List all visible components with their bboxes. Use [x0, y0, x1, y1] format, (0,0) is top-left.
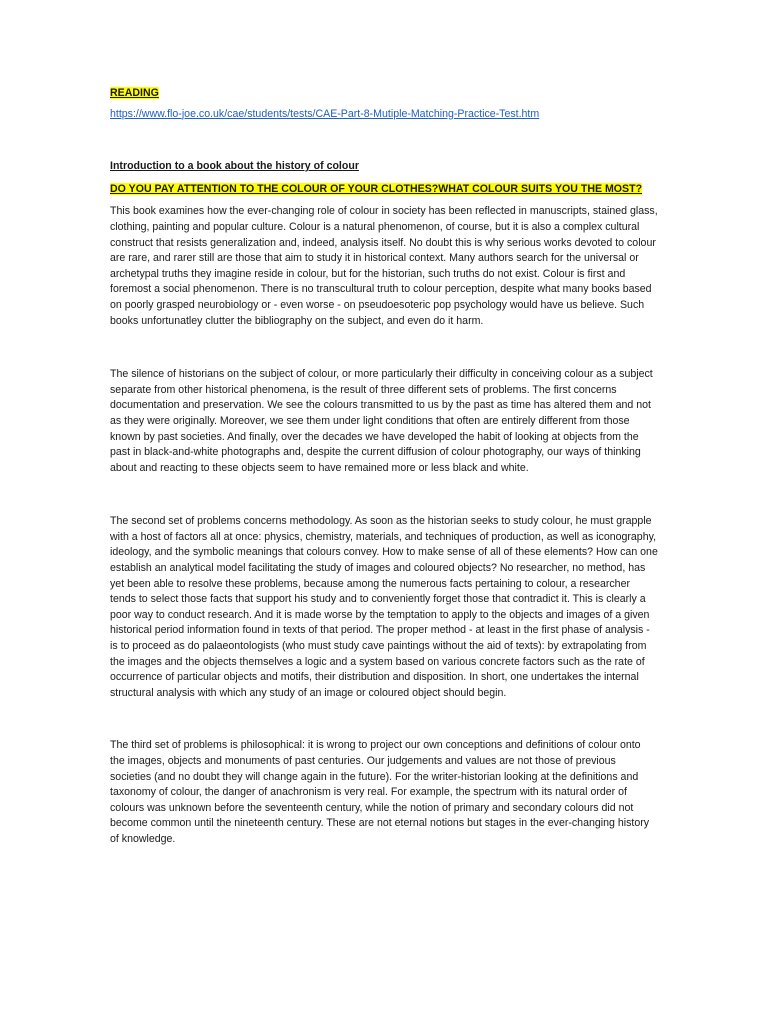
practice-test-link[interactable]: https://www.flo-joe.co.uk/cae/students/tests/CAE-Part-8-Mutiple-Matching-Practice-Test.htm — [110, 107, 540, 120]
question-line — [110, 182, 658, 198]
reading-heading-line — [110, 86, 658, 102]
paragraph-2: The silence of historians on the subject of colour, or more particularly their difficulty in conceiving colour as a subject separate from other historical phenomena, is the result of three different sets of problems. The first concerns documentation and preservation. We see the colours transmitted to us by the past as time has altered them and not as they were originally. Moreover, we see them under light conditions that often are entirely different from those known by past societies. And finally, over the decades we have developed the habit of looking at objects from the past in black-and-white photographs and, despite the current diffusion of colour photography, our ways of thinking about and reacting to these objects seem to have remained more or less black and white. — [110, 368, 653, 474]
paragraph-3: The second set of problems concerns methodology. As soon as the historian seeks to study colour, he must grapple with a host of factors all at once: physics, chemistry, materials, and techniques of production, as well as iconography, ideology, and the symbolic meanings that colours convey. How to make sense of all of these elements? How can one establish an analytical model facilitating the study of images and coloured objects? No researcher, no method, has yet been able to resolve these problems, because among the numerous facts pertaining to colour, a researcher tends to select those facts that support his study and to conveniently forget those that contradict it. This is clearly a poor way to conduct research. And it is made worse by the temptation to apply to the objects and images of a given historical period information found in texts of that period. The proper method - at least in the first phase of analysis - is to proceed as do palaeontologists (who must study cave paintings without the aid of texts): by extrapolating from the images and the objects themselves a logic and a system based on various concrete factors such as the rate of occurrence of particular objects and motifs, their distribution and disposition. In short, one undertakes the internal structural analysis with which any study of an image or coloured object should begin. — [110, 515, 658, 699]
intro-title: Introduction to a book about the history of colour — [110, 160, 359, 173]
document-body — [110, 86, 658, 848]
question-text: DO YOU PAY ATTENTION TO THE COLOUR OF YOUR CLOTHES?WHAT COLOUR SUITS YOU THE MOST? — [110, 182, 643, 195]
reading-heading: READING — [110, 87, 159, 99]
paragraph-4: The third set of problems is philosophical: it is wrong to project our own conceptions and definitions of colour onto the images, objects and monuments of past centuries. Our judgements and values are not those of previous societies (and no doubt they will change again in the future). For the writer-historian looking at the definitions and taxonomy of colour, the danger of anachronism is very real. For example, the spectrum with its natural order of colours was unknown before the seventeenth century, while the notion of primary and secondary colours did not become common until the nineteenth century. These are not eternal notions but stages in the ever-changing history of knowledge. — [110, 739, 650, 845]
paragraph-1: This book examines how the ever-changing role of colour in society has been reflected in manuscripts, stained glass, clothing, painting and popular culture. Colour is a natural phenomenon, of course, but it is also a complex cultural construct that resists generalization and, indeed, analysis itself. No doubt this is why serious works devoted to colour are rare, and rarer still are those that aim to study it in historical context. Many authors search for the universal or archetypal truths they imagine reside in colour, but for the historian, such truths do not exist. Colour is first and foremost a social phenomenon. There is no transcultural truth to colour perception, despite what many books based on poorly grasped neurobiology or - even worse - on pseudoesoteric pop psychology would have us believe. Such books unfortunatley clutter the bibliography on the subject, and even do it harm. — [110, 205, 658, 327]
